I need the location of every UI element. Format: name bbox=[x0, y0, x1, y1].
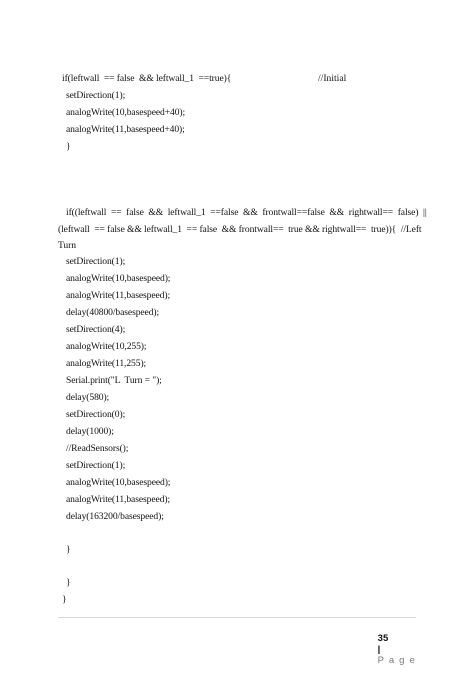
code-line: analogWrite(10,basespeed+40); bbox=[66, 107, 186, 118]
code-line: delay(1000); bbox=[66, 426, 114, 437]
code-line: analogWrite(10,basespeed); bbox=[66, 273, 171, 284]
code-line: delay(580); bbox=[66, 392, 110, 403]
code-line: setDirection(1); bbox=[66, 90, 126, 101]
code-line: setDirection(1); bbox=[66, 460, 126, 471]
code-line-if-left-turn-wrap: Turn bbox=[58, 240, 76, 251]
code-line: analogWrite(10,255); bbox=[66, 341, 147, 352]
footer-divider bbox=[58, 617, 416, 618]
code-line: Serial.print("L Turn = "); bbox=[66, 375, 162, 386]
code-comment-initial: //Initial bbox=[318, 73, 347, 84]
code-line-if-initial: if(leftwall == false && leftwall_1 ==true){ bbox=[62, 73, 232, 84]
page-footer bbox=[367, 622, 416, 677]
code-line-close-brace: } bbox=[66, 577, 71, 588]
code-line-close-brace: } bbox=[66, 544, 71, 555]
code-line: setDirection(4); bbox=[66, 324, 126, 335]
page-word: P a g e bbox=[377, 655, 416, 666]
code-line: analogWrite(10,basespeed); bbox=[66, 477, 171, 488]
code-line: analogWrite(11,basespeed); bbox=[66, 290, 171, 301]
code-line: analogWrite(11,255); bbox=[66, 358, 147, 369]
page-number: 35 bbox=[377, 633, 389, 644]
code-line-if-left-turn: if((leftwall == false && leftwall_1 ==false && frontwall==false && rightwall== false) || bbox=[66, 207, 427, 218]
code-line: delay(40800/basespeed); bbox=[66, 307, 160, 318]
code-line: analogWrite(11,basespeed); bbox=[66, 494, 171, 505]
page-separator: | bbox=[377, 644, 381, 655]
code-line-close-brace: } bbox=[62, 594, 67, 605]
code-line-close-brace: } bbox=[66, 141, 71, 152]
code-line: setDirection(1); bbox=[66, 256, 126, 267]
code-line: analogWrite(11,basespeed+40); bbox=[66, 124, 185, 135]
code-line: setDirection(0); bbox=[66, 409, 126, 420]
code-line: delay(163200/basespeed); bbox=[66, 511, 164, 522]
code-line-if-left-turn-cont: (leftwall == false && leftwall_1 == false && frontwall== true && rightwall== true)){ //Left bbox=[58, 224, 422, 235]
code-line: //ReadSensors(); bbox=[66, 443, 129, 454]
